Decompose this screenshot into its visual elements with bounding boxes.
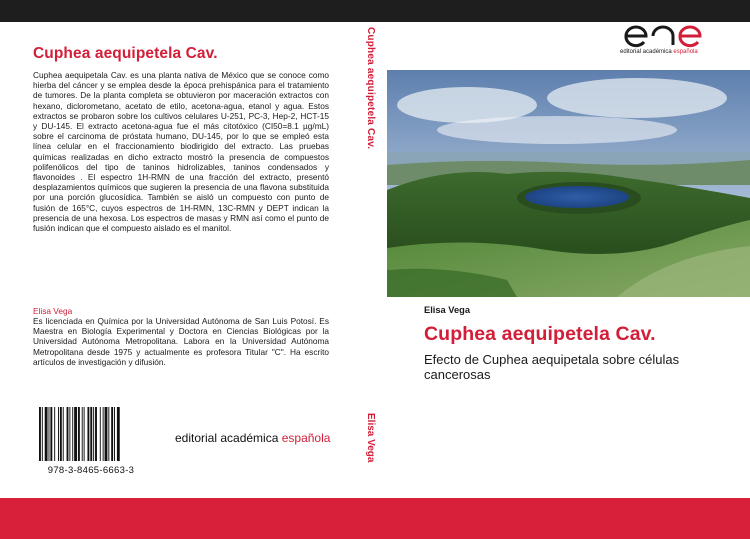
logo-caption-prefix: editorial académica [620,49,672,55]
author-bio: Es licenciada en Química por la Universidad Autónoma de San Luis Potosí. Es Maestra en Biología Experimental y Doctora en Ciencias Biológicas por la Universidad Autónoma Metropolitana. Labora en la Universidad Autónoma Metropolitana desde 1975 y actualmente es profesora Titular "C". Ha escrito artículos de investigación y difusión. [33,316,329,367]
back-cover-author-name: Elisa Vega [33,306,73,316]
front-cover-subtitle: Efecto de Cuphea aequipetala sobre células cancerosas [424,352,680,382]
top-bar [0,0,750,22]
isbn-number: 978-3-8465-6663-3 [47,465,135,476]
bottom-bar [0,498,750,539]
back-cover-title: Cuphea aequipetela Cav. [33,45,218,62]
back-cover-abstract: Cuphea aequipetala Cav. es una planta nativa de México que se conoce como hierba del cáncer y se emplea desde la época prehispánica para el tratamiento de tumores. De la planta completa se obtuvieron por maceración extractos con hexano, diclorometano, acetato de etilo, acetona-agua, etanol y agua. Estos extractos se probaron sobre los cultivos celulares U-251, PC-3, Hep-2, HCT-15 y DU-145. El extracto acetona-agua fue el más citotóxico (CI50=8.1 µg/mL) sobre el carcinoma de próstata humano, DU-145, por lo que se empleó esta línea celular en el fraccionamiento biodirigido del extracto. Las pruebas químicas realizadas en dicho extracto mostró la presencia de compuestos polifenólicos del tipo de taninos hidrolizables, taninos condensados y flavonoides . El espectro 1H-RMN de una fracción del extracto, presentó desplazamientos químicos que sugieren la presencia de una flavona substituida por una porción glucosídica. También se aisló un compuesto con punto de fusión de 165°C, cuyos espectros de 1H-RMN, 13C-RMN y DEPT indican la presencia de una hexosa. Los espectros de masas y RMN así como el punto de fusión indican que el compuesto aislado es el manitol. [33,70,329,234]
front-cover-title: Cuphea aequipetela Cav. [424,323,656,345]
spine-author: Elisa Vega [365,413,376,463]
publisher-name: editorial académica [175,431,279,445]
volcanic-crater-lake-photo [387,70,750,297]
barcode [33,403,149,479]
spine-title: Cuphea aequipetela Cav. [365,27,376,150]
back-cover-publisher [175,431,330,445]
logo-caption [620,49,698,55]
logo-caption-accent: española [673,49,698,55]
barcode-icon [35,405,147,463]
front-cover-author: Elisa Vega [424,305,470,315]
publisher-name-accent: española [281,431,331,445]
